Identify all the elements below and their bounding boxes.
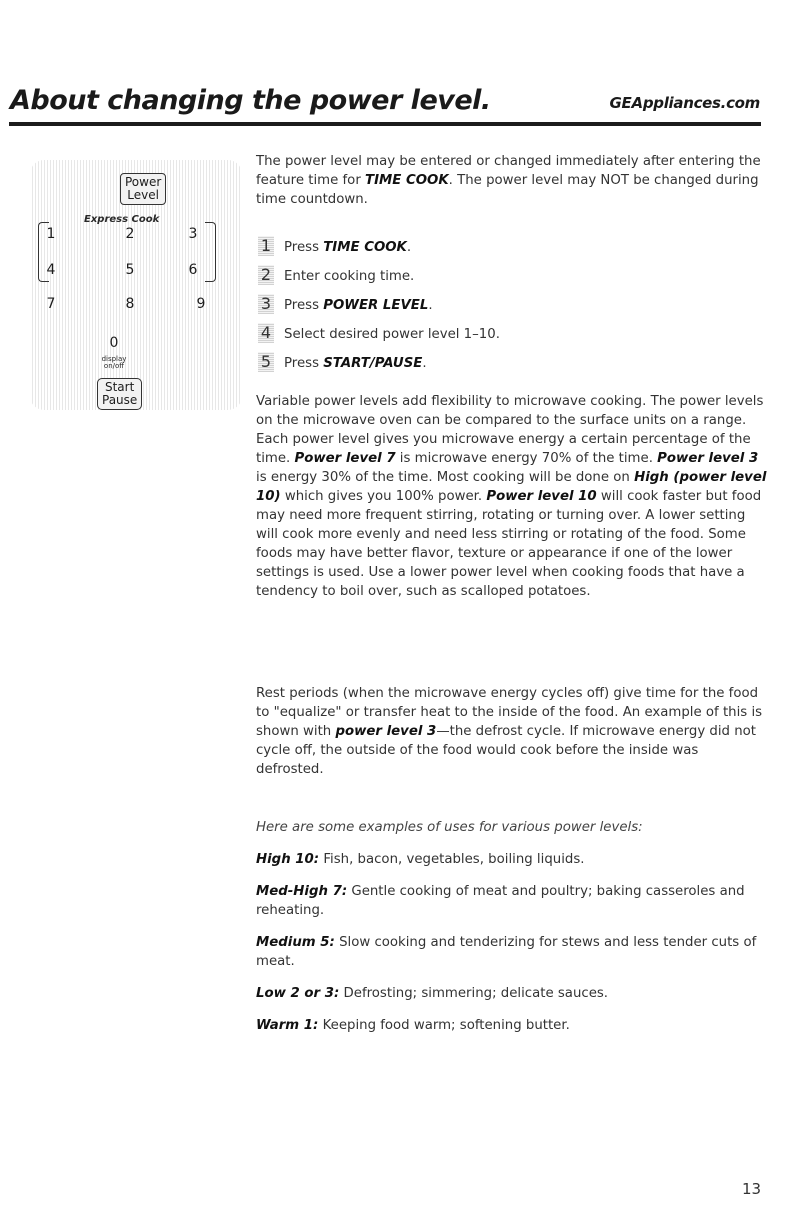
level-desc: Defrosting; simmering; delicate sauces. [339, 986, 609, 1001]
keypad-illustration [30, 160, 242, 410]
power-level-example-warm [256, 1016, 768, 1035]
step-text-pre: Press [284, 298, 324, 313]
body-paragraph-2 [256, 684, 768, 779]
page-number: 13 [742, 1180, 762, 1198]
digit-key-3: 3 [188, 226, 198, 242]
level-name: Low 2 or 3: [256, 986, 340, 1001]
digit-key-9: 9 [196, 296, 206, 312]
body-text: Rest periods (when the microwave energy cycles off) give time for the food to "equalize" or transfer heat to the inside of the food. An example of this is shown with [256, 686, 763, 739]
body-text: which gives you 100% power. [280, 489, 487, 504]
page-header [10, 85, 760, 125]
step-text-em: START/PAUSE [323, 356, 423, 371]
intro-text-1: The power level may be entered or changed immediately after entering the feature time for [256, 154, 761, 188]
step-text-post: . [422, 356, 427, 371]
level-desc: Keeping food warm; softening butter. [318, 1018, 570, 1033]
level-name: Warm 1: [256, 1018, 319, 1033]
body-text: will cook faster but food may need more frequent stirring, rotating or turning over. A lower setting will cook more evenly and need less stirring or rotating of the food. Some foods may have better flavor, texture or appearance if one of the lower settings is used. Use a lower power level when cooking foods that have a tendency to boil over, such as scalloped potatoes. [256, 489, 762, 599]
step-3 [256, 294, 656, 316]
level-name: Medium 5: [256, 935, 335, 950]
start-pause-key [97, 378, 142, 410]
digit-key-2: 2 [125, 226, 135, 242]
intro-time-cook: TIME COOK [365, 173, 449, 188]
step-number: 2 [258, 265, 274, 285]
express-cook-label: Express Cook [84, 214, 160, 225]
body-em: power level 3 [335, 724, 437, 739]
body-em: Power level 3 [657, 451, 759, 466]
body-em: Power level 7 [294, 451, 396, 466]
digit-key-6: 6 [188, 262, 198, 278]
step-text-em: TIME COOK [323, 240, 407, 255]
digit-key-8: 8 [125, 296, 135, 312]
step-number: 5 [258, 352, 274, 372]
digit-key-0: 0 [109, 335, 119, 351]
step-2 [256, 265, 656, 287]
body-text: is microwave energy 70% of the time. [395, 451, 658, 466]
step-text-pre: Select desired power level 1–10. [284, 327, 500, 342]
power-level-example-low [256, 984, 768, 1003]
step-text [284, 296, 433, 315]
body-em: High (power level 10) [256, 470, 767, 504]
power-level-example-medium [256, 933, 768, 971]
examples-intro: Here are some examples of uses for various power levels: [256, 820, 643, 835]
step-text-em: POWER LEVEL [323, 298, 429, 313]
body-text: Variable power levels add flexibility to microwave cooking. The power levels on the microwave oven can be compared to the surface units on a range. Each power level gives you microwave energy a certain percentage of the time. [256, 394, 764, 466]
step-text-pre: Press [284, 356, 324, 371]
level-name: Med-High 7: [256, 884, 348, 899]
start-pause-key-line2: Pause [102, 393, 138, 407]
step-text-pre: Press [284, 240, 324, 255]
level-desc: Slow cooking and tenderizing for stews and less tender cuts of meat. [256, 935, 757, 969]
step-text [284, 325, 500, 344]
step-1 [256, 236, 656, 258]
step-number: 3 [258, 294, 274, 314]
body-text: is energy 30% of the time. Most cooking will be done on [256, 470, 635, 485]
power-level-key-line2: Level [127, 188, 159, 202]
site-url: GEAppliances.com [609, 94, 760, 112]
intro-text-2: . The power level may NOT be changed during time countdown. [256, 173, 759, 207]
body-em: Power level 10 [486, 489, 597, 504]
body-paragraph-1 [256, 392, 768, 601]
step-text-post: . [428, 298, 433, 313]
header-rule [9, 122, 761, 126]
level-desc: Gentle cooking of meat and poultry; baking casseroles and reheating. [256, 884, 745, 918]
power-level-key [120, 173, 166, 205]
level-name: High 10: [256, 852, 320, 867]
step-text [284, 267, 414, 286]
start-pause-key-line1: Start [104, 380, 135, 394]
body-text: —the defrost cycle. If microwave energy did not cycle off, the outside of the food would cook before the inside was defrosted. [256, 724, 756, 777]
power-level-example-high [256, 850, 768, 869]
digit-key-7: 7 [46, 296, 56, 312]
step-text [284, 238, 411, 257]
express-bracket-right [205, 222, 216, 282]
step-5 [256, 352, 656, 374]
intro-paragraph [256, 152, 768, 209]
digit-key-4: 4 [46, 262, 56, 278]
digit-key-1: 1 [46, 226, 56, 242]
step-text [284, 354, 427, 373]
display-on-off-label [99, 356, 129, 370]
digit-key-5: 5 [125, 262, 135, 278]
page-title: About changing the power level. [10, 85, 491, 116]
level-desc: Fish, bacon, vegetables, boiling liquids. [319, 852, 585, 867]
display-label-line2: on/off [103, 362, 125, 370]
step-text-pre: Enter cooking time. [284, 269, 415, 284]
step-text-post: . [406, 240, 412, 255]
step-4 [256, 323, 656, 345]
power-level-example-med-high [256, 882, 768, 920]
step-number: 4 [258, 323, 274, 343]
power-level-key-line1: Power [125, 175, 162, 189]
step-number: 1 [258, 236, 274, 256]
display-label-line1: display [101, 355, 127, 363]
